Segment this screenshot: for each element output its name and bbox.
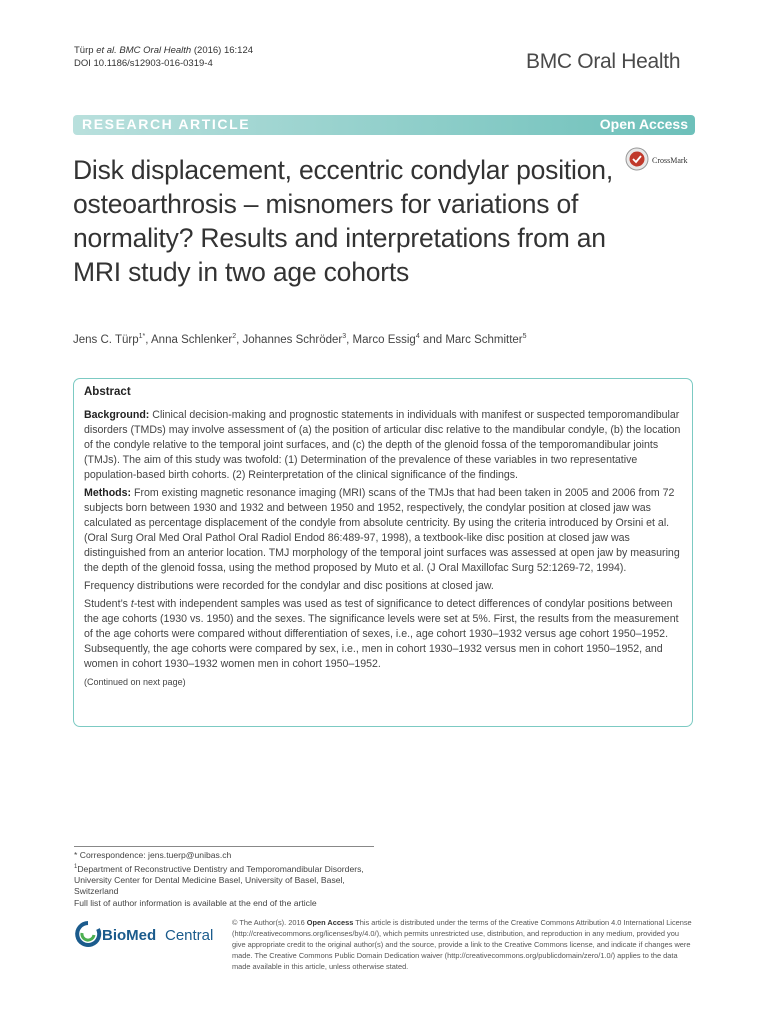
- open-access-badge: Open Access: [599, 116, 688, 132]
- abstract-background: Background: Clinical decision-making and prognostic statements in individuals with manifest or suspected temporomandibular disorders (TMDs) may involve assessment of (a) the position of articular disc relative to the mandibular condyle, (b) the location of the condyle relative to the temporal joint surfaces, and (c) the depth of the glenoid fossa of the temporomandibular joints (TMJs). The aim of this study was twofold: (1) Determination of the prevalence of these variables in two representative population-based birth cohorts. (2) Reinterpretation of the clinical significance of the findings.: [84, 409, 681, 481]
- citation-line: Türp et al. BMC Oral Health (2016) 16:124 DOI 10.1186/s12903-016-0319-4: [74, 45, 254, 69]
- author[interactable]: Marc Schmitter$^5$: [445, 333, 527, 346]
- doi: DOI 10.1186/s12903-016-0319-4: [74, 58, 213, 69]
- abstract-methods: Methods: From existing magnetic resonance imaging (MRI) scans of the TMJs that had been taken in 2005 and 2006 from 72 subjects born between 1930 and 1932 and between 1950 and 1952, respectively, the condylar position at closed jaw was calculated as percentage displacement of the condyle from absolute centricity. By using the criteria introduced by Orsini et al. (Oral Surg Oral Med Oral Pathol Oral Radiol Endod 86:489-97, 1998), a textbook-like disc position at closed jaw was distinguished from an anterior location. TMJ morphology of the temporal joint surfaces was assessed at open jaw by measuring the depth of the glenoid fossa, using the method proposed by Muto et al. (J Oral Maxillofac Surg 52:1269-72, 1994).: [84, 487, 680, 574]
- author[interactable]: Johannes Schröder$^3$: [242, 333, 347, 346]
- article-banner: [73, 115, 695, 135]
- correspondence-email[interactable]: * Correspondence: jens.tuerp@unibas.ch: [74, 850, 232, 860]
- abstract-box: [73, 378, 693, 727]
- author[interactable]: Marco Essig$^4$: [352, 333, 420, 346]
- continued-note: (Continued on next page): [84, 677, 186, 687]
- abstract-heading: Abstract: [84, 386, 131, 398]
- journal-name: BMC Oral Health: [526, 50, 681, 73]
- svg-text:CrossMark: CrossMark: [652, 156, 688, 165]
- abstract-paragraph: Student’s t-test with independent samples was used as test of significance to detect differences of condylar positions between the age cohorts (1930 vs. 1950) and the sexes. The significance levels were set at 5%. First, the results from the measurement of the age cohorts were compared without differentiation of sexes, i.e., age cohort 1930–1932 versus age cohort 1950–1952. Subsequently, the age cohorts were compared by sex, i.e., men in cohort 1930–1932 versus men in cohort 1950–1952, and women in cohort 1930–1932 women men in cohort 1950–1952.: [84, 598, 679, 670]
- crossmark-logo[interactable]: [625, 146, 697, 172]
- affiliation: $^1$Department of Reconstructive Dentistry and Temporomandibular Disorders, University Center for Dental Medicine Basel, University of Basel, Basel, Switzerland: [74, 863, 364, 897]
- article-title: Disk displacement, eccentric condylar position, osteoarthrosis – misnomers for variations of normality? Results and interpretations from an MRI study in two age cohorts: [73, 155, 613, 287]
- article-type: RESEARCH ARTICLE: [82, 116, 251, 132]
- abstract-paragraph: Frequency distributions were recorded for the condylar and disc positions at closed jaw.: [84, 580, 494, 592]
- author-list: Jens C. Türp$^{1*}$, Anna Schlenker$^2$, Johannes Schröder$^3$, Marco Essig$^4$ and Marc Schmitter$^5$: [73, 333, 527, 346]
- license-statement: © The Author(s). 2016 Open Access This article is distributed under the terms of the Creative Commons Attribution 4.0 International License (http://creativecommons.org/licenses/by/4.0/), which permits unrestricted use, distribution, and reproduction in any medium, provided you give appropriate credit to the original author(s) and the source, provide a link to the Creative Commons license, and indicate if changes were made. The Creative Commons Public Domain Dedication waiver (http://creativecommons.org/publicdomain/zero/1.0/) applies to the data made available in this article, unless otherwise stated.: [232, 918, 692, 971]
- footnotes: [74, 850, 374, 909]
- footnote-divider: [74, 846, 374, 847]
- author-info-note: Full list of author information is available at the end of the article: [74, 897, 317, 908]
- author[interactable]: Jens C. Türp$^{1*}$: [73, 333, 146, 346]
- author[interactable]: Anna Schlenker$^2$: [151, 333, 237, 346]
- svg-text:BioMed: BioMed: [102, 927, 157, 944]
- biomed-central-icon: [74, 920, 224, 950]
- crossmark-icon: [625, 146, 697, 172]
- abstract-body: [84, 408, 684, 690]
- biomed-central-logo[interactable]: [74, 920, 224, 950]
- svg-text:Central: Central: [165, 927, 214, 944]
